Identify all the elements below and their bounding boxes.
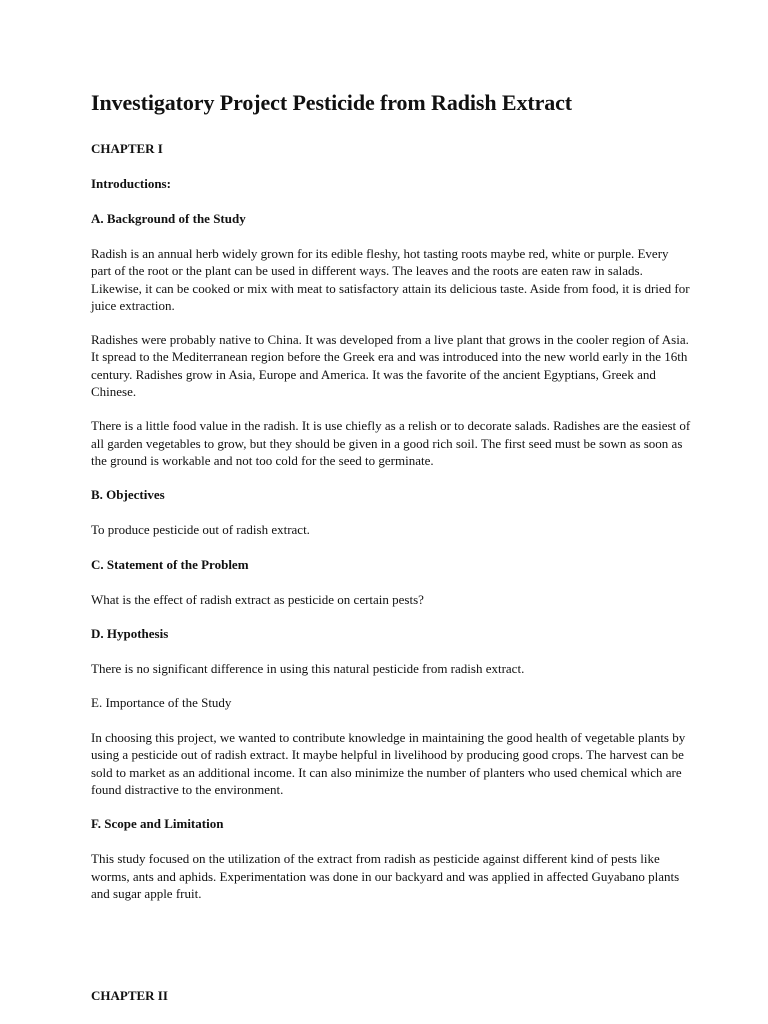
scope-text: This study focused on the utilization of the extract from radish as pesticide against different kind of pests like worms, ants and aphids. Experimentation was done in our backyard and was applied in affected Guyabano plants and sugar apple fruit. bbox=[91, 851, 680, 901]
background-paragraph-1: Radish is an annual herb widely grown for its edible fleshy, hot tasting roots maybe red, white or purple. Every part of the root or the plant can be used in different ways. The leaves and the roots are eaten raw in salads. Likewise, it can be cooked or mix with meat to satisfactory attain its delicious taste. Aside from food, it is dried for juice extraction. bbox=[91, 246, 690, 313]
chapter-heading: CHAPTER I bbox=[91, 141, 163, 156]
hypothesis-text: There is no significant difference in using this natural pesticide from radish extract. bbox=[91, 660, 525, 676]
background-paragraph-3: There is a little food value in the radish. It is use chiefly as a relish or to decorate salads. Radishes are the easiest of all garden vegetables to grow, but they should be given in a good rich soil. The first seed must be sown as soon as the ground is workable and not too cold for the seed to germinate. bbox=[91, 418, 691, 468]
hypothesis-heading: D. Hypothesis bbox=[91, 625, 169, 641]
background-heading: A. Background of the Study bbox=[91, 211, 246, 226]
problem-text: What is the effect of radish extract as pesticide on certain pests? bbox=[91, 591, 424, 607]
chapter-2-heading: CHAPTER II bbox=[91, 988, 168, 1003]
importance-heading: E. Importance of the Study bbox=[91, 695, 232, 711]
document-title: Investigatory Project Pesticide from Radish Extract bbox=[91, 90, 573, 115]
document-page bbox=[91, 88, 691, 919]
problem-heading: C. Statement of the Problem bbox=[91, 556, 249, 572]
objectives-text: To produce pesticide out of radish extract. bbox=[91, 522, 310, 538]
scope-heading: F. Scope and Limitation bbox=[91, 816, 224, 832]
introductions-heading: Introductions: bbox=[91, 176, 171, 191]
objectives-heading: B. Objectives bbox=[91, 487, 165, 503]
background-paragraph-2: Radishes were probably native to China. It was developed from a live plant that grows in the cooler region of Asia. It spread to the Mediterranean region before the Greek era and was introduced into the new world early in the 16th century. Radishes grow in Asia, Europe and America. It was the favorite of the ancient Egyptians, Greek and Chinese. bbox=[91, 332, 689, 400]
importance-text: In choosing this project, we wanted to contribute knowledge in maintaining the good health of vegetable plants by using a pesticide out of radish extract. It maybe helpful in livelihood by producing good crops. The harvest can be sold to market as an additional income. It can also minimize the number of planters who used chemical which are found distractive to the environment. bbox=[91, 730, 686, 798]
